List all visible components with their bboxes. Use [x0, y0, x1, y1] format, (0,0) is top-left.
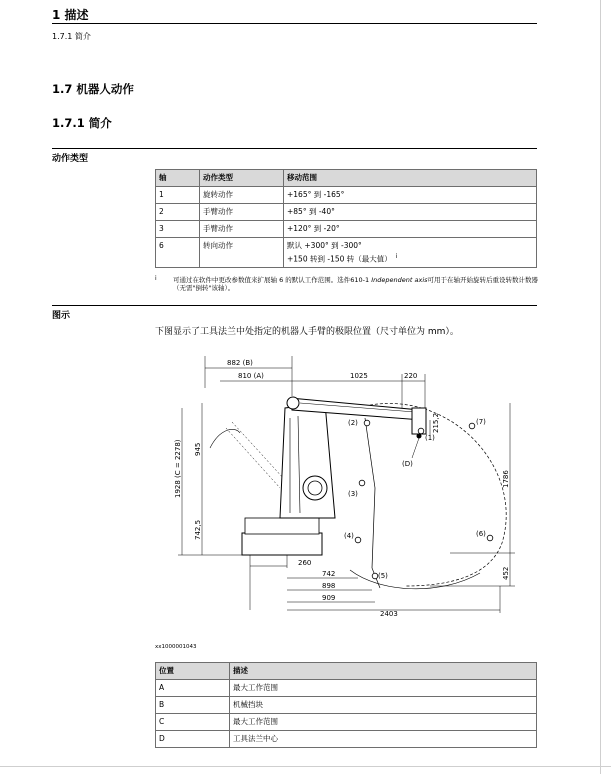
header-rule — [52, 23, 537, 24]
legend-table-header — [156, 663, 537, 680]
section-title: 1.7 机器人动作 — [52, 82, 134, 96]
dim-452: 452 — [502, 566, 510, 580]
table-row — [156, 221, 537, 238]
point-label-1: (1) — [425, 434, 435, 442]
point-label-7: (7) — [476, 418, 486, 426]
point-label-4: (4) — [344, 532, 354, 540]
mech-stop-line — [232, 422, 285, 480]
subsection-title: 1.7.1 简介 — [52, 116, 112, 130]
range-line-2-text: +150 转到 -150 转（最大值） — [287, 254, 392, 264]
column-header: 轴 — [156, 170, 200, 187]
axis-cell: 6 — [156, 238, 200, 268]
limit-point-2 — [364, 420, 370, 426]
footnote-text-b: 可用于在轴开始旋转后重设转数计数器（无需"倒转"该轴）。 — [173, 276, 539, 292]
table-row — [156, 680, 537, 697]
axis-cell: 2 — [156, 204, 200, 221]
position-cell: D — [156, 731, 230, 748]
running-header-chapter: 1 描述 — [52, 8, 89, 22]
page-frame-right — [600, 0, 601, 774]
limit-point-7 — [469, 423, 475, 429]
column-header: 描述 — [230, 663, 537, 680]
dim-220: 220 — [404, 372, 418, 380]
column-header: 位置 — [156, 663, 230, 680]
figure-label: 图示 — [52, 311, 71, 321]
dim-945: 945 — [194, 442, 202, 456]
range-line-2 — [287, 251, 533, 265]
range-cell: +85° 到 -40° — [284, 204, 537, 221]
dim-260: 260 — [298, 559, 312, 567]
footnote-text — [173, 276, 539, 292]
point-label-6: (6) — [476, 530, 486, 538]
dim-898: 898 — [322, 582, 336, 590]
footnote-text-a: 可通过在软件中更改参数值来扩展轴 6 的默认工作范围。选件610-1 — [173, 276, 372, 284]
dim-810: 810 (A) — [238, 372, 264, 380]
robot-base-upper — [245, 518, 319, 534]
type-cell: 手臂动作 — [200, 221, 284, 238]
tool-flange-center — [417, 434, 422, 439]
dim-1025: 1025 — [350, 372, 368, 380]
footnote-mark: i — [155, 275, 157, 282]
axis-cell: 3 — [156, 221, 200, 238]
description-cell: 工具法兰中心 — [230, 731, 537, 748]
running-header-section: 1.7.1 简介 — [52, 32, 91, 41]
mech-stop-arc — [210, 429, 240, 448]
dim-2403: 2403 — [380, 610, 398, 618]
mech-stop-line — [226, 428, 280, 488]
motion-type-label: 动作类型 — [52, 154, 89, 164]
limit-point-6 — [487, 535, 493, 541]
figure-rule — [52, 305, 537, 306]
description-cell: 最大工作范围 — [230, 714, 537, 731]
axis-cell: 1 — [156, 187, 200, 204]
footnote-ref: i — [395, 253, 398, 260]
dim-882: 882 (B) — [227, 359, 253, 367]
description-cell: 最大工作范围 — [230, 680, 537, 697]
page-frame-bottom — [0, 766, 611, 767]
table-row — [156, 187, 537, 204]
table-row — [156, 238, 537, 268]
dim-909: 909 — [322, 594, 336, 602]
limit-point-1 — [418, 428, 424, 434]
type-cell: 转向动作 — [200, 238, 284, 268]
legend-table — [155, 662, 537, 748]
dim-215-2: 215,2 — [432, 412, 440, 433]
figure-caption: 下图显示了工具法兰中处指定的机器人手臂的极限位置（尺寸单位为 mm）。 — [155, 327, 459, 337]
limit-point-4 — [355, 537, 361, 543]
dim-742-5: 742,5 — [194, 519, 202, 540]
description-cell: 机械挡块 — [230, 697, 537, 714]
limit-point-3 — [359, 480, 365, 486]
dim-1786: 1786 — [502, 470, 510, 488]
type-cell: 手臂动作 — [200, 204, 284, 221]
robot-column — [280, 403, 335, 518]
motion-table — [155, 169, 537, 268]
robot-base — [242, 533, 322, 555]
point-label-3: (3) — [348, 490, 358, 498]
motion-table-header — [156, 170, 537, 187]
motion-rule — [52, 148, 537, 149]
shoulder-joint — [287, 397, 299, 409]
footnote-italic: Independent axis — [371, 276, 428, 284]
leader-d — [412, 438, 419, 458]
range-cell — [284, 238, 537, 268]
dim-1928: 1928 (C = 2278) — [174, 439, 182, 498]
column-header: 移动范围 — [284, 170, 537, 187]
figure-image-id: xx1000001043 — [155, 644, 197, 650]
joint-motor-inner — [308, 481, 322, 495]
work-envelope-inner — [365, 418, 380, 588]
position-cell: A — [156, 680, 230, 697]
position-cell: B — [156, 697, 230, 714]
table-row — [156, 204, 537, 221]
range-cell: +120° 到 -20° — [284, 221, 537, 238]
position-cell: C — [156, 714, 230, 731]
limit-point-5 — [372, 573, 378, 579]
range-line-1: 默认 +300° 到 -300° — [287, 241, 362, 250]
column-header: 动作类型 — [200, 170, 284, 187]
robot-working-range-diagram — [150, 348, 530, 618]
dim-742: 742 — [322, 570, 336, 578]
table-row — [156, 731, 537, 748]
point-label-2: (2) — [348, 419, 358, 427]
point-label-d: (D) — [402, 460, 413, 468]
point-label-5: (5) — [378, 572, 388, 580]
type-cell: 旋转动作 — [200, 187, 284, 204]
range-cell: +165° 到 -165° — [284, 187, 537, 204]
table-row — [156, 697, 537, 714]
table-row — [156, 714, 537, 731]
